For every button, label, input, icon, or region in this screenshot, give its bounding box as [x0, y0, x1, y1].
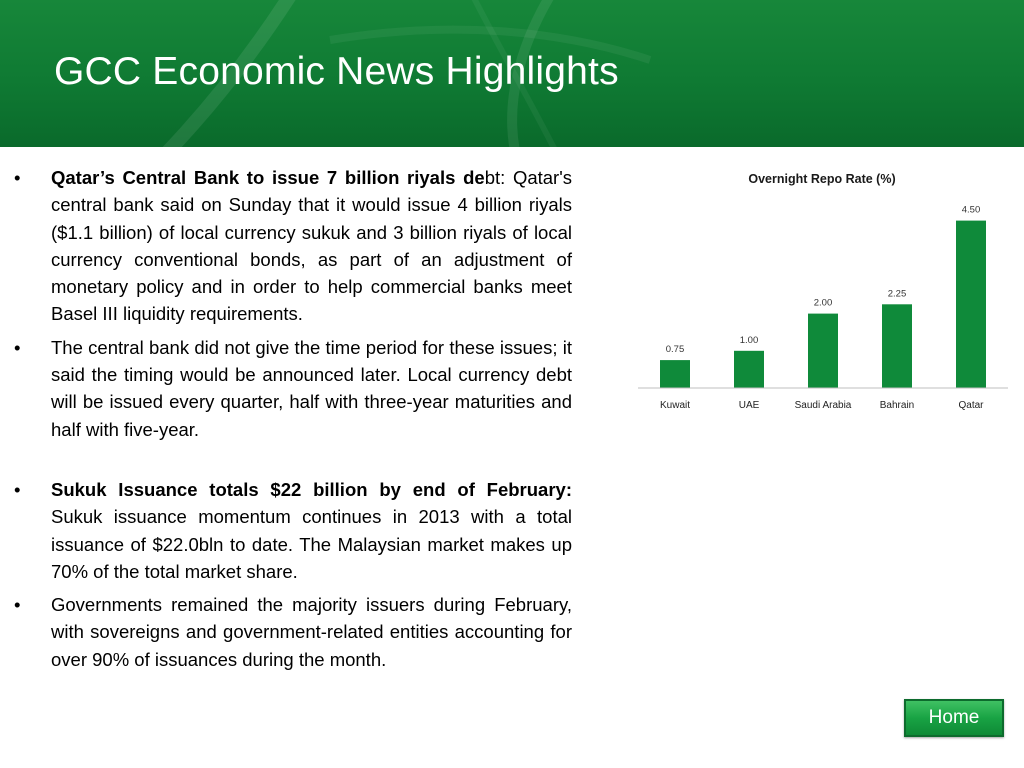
x-tick-label: Saudi Arabia [794, 400, 852, 411]
list-item [12, 164, 572, 328]
bullet-marker: • [14, 336, 21, 358]
bullet-body: Sukuk issuance momentum continues in 2013 with a total issuance of $22.0bln to date. The Malaysian market makes up 70% of the total market share. [51, 506, 572, 582]
bar-saudi-arabia [808, 314, 838, 388]
list-item [12, 591, 572, 673]
list-item [12, 476, 572, 585]
data-label: 1.00 [739, 334, 759, 346]
news-list [12, 164, 572, 673]
bullet-text [51, 164, 572, 328]
data-label: 2.25 [887, 288, 907, 300]
x-tick-label: UAE [738, 400, 760, 411]
x-tick-label: Kuwait [659, 400, 691, 411]
bar-kuwait [660, 360, 690, 388]
bullet-text [51, 334, 572, 443]
list-item [12, 334, 572, 443]
data-label: 0.75 [665, 344, 685, 356]
bullet-marker: • [14, 594, 21, 616]
bullet-marker: • [14, 167, 21, 188]
bullet-marker: • [14, 478, 21, 500]
repo-rate-chart [632, 162, 1012, 422]
bullet-heading: Sukuk Issuance totals $22 billion by end of February: [51, 478, 572, 500]
data-label: 2.00 [813, 297, 833, 309]
chart-title: Overnight Repo Rate (%) [748, 172, 896, 186]
page-title: GCC Economic News Highlights [54, 50, 619, 93]
bullet-body: Governments remained the majority issuers during February, with sovereigns and government-related entities accounting for over 90% of issuances during the month. [51, 594, 572, 670]
home-button[interactable]: Home [904, 699, 1004, 737]
header-banner [0, 0, 1024, 147]
bullet-text [51, 476, 572, 585]
bullet-text [51, 591, 572, 673]
data-label: 4.50 [961, 204, 981, 216]
x-tick-label: Bahrain [879, 400, 915, 411]
bar-bahrain [882, 304, 912, 388]
bar-uae [734, 351, 764, 388]
bullet-body: The central bank did not give the time period for these issues; it said the timing would be announced later. Local currency debt will be issued every quarter, half with three-year maturities and half with five-year. [51, 336, 572, 440]
bar-qatar [956, 221, 986, 388]
x-tick-label: Qatar [958, 400, 984, 411]
bullet-heading: Qatar’s Central Bank to issue 7 billion riyals de [51, 167, 485, 188]
bullet-body: bt: Qatar's central bank said on Sunday that it would issue 4 billion riyals ($1.1 billion) of local currency sukuk and 3 billion riyals of local currency conventional bonds, as part of an adjustment of monetary policy and in order to help commercial banks meet Basel III liquidity requirements. [51, 167, 572, 325]
